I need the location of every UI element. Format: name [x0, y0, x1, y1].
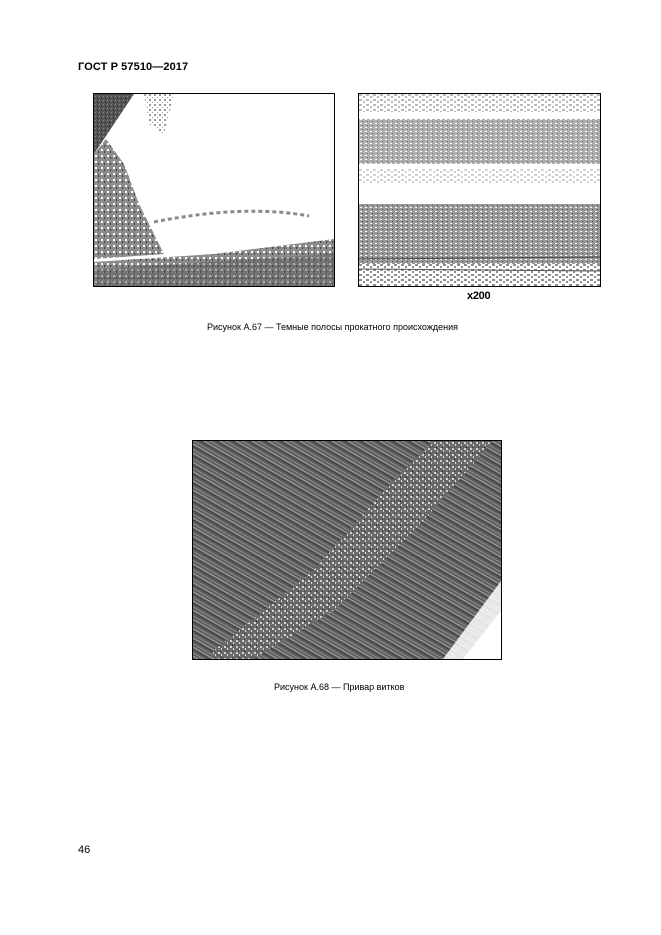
figure-a67-left-photo — [93, 93, 335, 287]
figure-a67-caption: Рисунок А.67 — Темные полосы прокатного происхождения — [207, 322, 458, 332]
magnification-label: x200 — [467, 290, 491, 302]
figure-a68-caption: Рисунок А.68 — Привар витков — [274, 682, 405, 692]
figure-a67-right-photo — [358, 93, 601, 287]
document-header: ГОСТ Р 57510—2017 — [78, 61, 189, 73]
page-number: 46 — [78, 844, 91, 856]
figure-a68-photo — [192, 440, 502, 660]
